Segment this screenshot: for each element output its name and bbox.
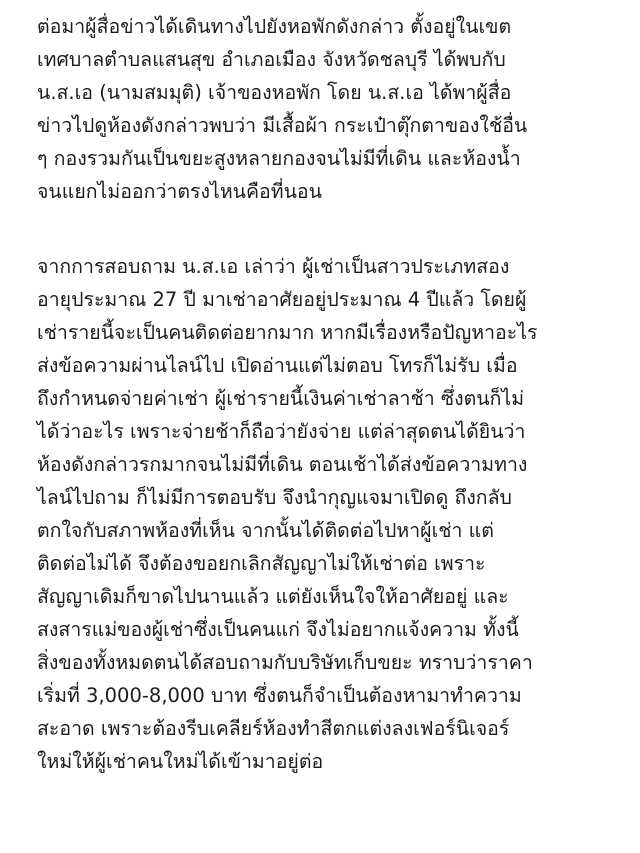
paragraph-line: ติดต่อไม่ได้ จึงต้องขอยกเลิกสัญญาไม่ให้เช่าต่อ เพราะ bbox=[37, 552, 486, 575]
paragraph-spacer bbox=[37, 208, 627, 250]
paragraph-line: ตกใจกับสภาพห้องที่เห็น จากนั้นได้ติดต่อไปหาผู้เช่า แต่ bbox=[37, 519, 494, 542]
paragraph-line: สัญญาเดิมก็ขาดไปนานแล้ว แต่ยังเห็นใจให้อาศัยอยู่ และ bbox=[37, 585, 509, 608]
paragraph-line: ข่าวไปดูห้องดังกล่าวพบว่า มีเสื้อผ้า กระเป๋าตุ๊กตาของใช้อื่น bbox=[37, 114, 528, 137]
paragraph-line: อายุประมาณ 27 ปี มาเช่าอาศัยอยู่ประมาณ 4 ปีแล้ว โดยผู้ bbox=[37, 288, 527, 311]
paragraph-line: ๆ กองรวมกันเป็นขยะสูงหลายกองจนไม่มีที่เดิน และห้องน้ำ bbox=[37, 147, 521, 170]
paragraph-line: สิ่งของทั้งหมดตนได้สอบถามกับบริษัทเก็บขยะ ทราบว่าราคา bbox=[37, 651, 533, 674]
paragraph-2 bbox=[37, 250, 627, 778]
paragraph-line: เช่ารายนี้จะเป็นคนติดต่อยากมาก หากมีเรื่องหรือปัญหาอะไร bbox=[37, 321, 538, 344]
paragraph-line: ส่งข้อความผ่านไลน์ไป เปิดอ่านแต่ไม่ตอบ โทรก็ไม่รับ เมื่อ bbox=[37, 354, 518, 377]
paragraph-line: ไลน์ไปถาม ก็ไม่มีการตอบรับ จึงนำกุญแจมาเปิดดู ถึงกลับ bbox=[37, 486, 512, 509]
paragraph-1 bbox=[37, 10, 627, 208]
paragraph-line: ได้ว่าอะไร เพราะจ่ายช้าก็ถือว่ายังจ่าย แต่ล่าสุดตนได้ยินว่า bbox=[37, 420, 526, 443]
paragraph-line: ห้องดังกล่าวรกมากจนไม่มีที่เดิน ตอนเช้าได้ส่งข้อความทาง bbox=[37, 453, 528, 476]
paragraph-line: สงสารแม่ของผู้เช่าซึ่งเป็นคนแก่ จึงไม่อยากแจ้งความ ทั้งนี้ bbox=[37, 618, 519, 641]
paragraph-line: จากการสอบถาม น.ส.เอ เล่าว่า ผู้เช่าเป็นสาวประเภทสอง bbox=[37, 255, 510, 278]
paragraph-line: เริ่มที่ 3,000-8,000 บาท ซึ่งตนก็จำเป็นต้องหามาทำความ bbox=[37, 684, 522, 707]
paragraph-line: สะอาด เพราะต้องรีบเคลียร์ห้องทำสีตกแต่งลงเฟอร์นิเจอร์ bbox=[37, 717, 510, 740]
article-body bbox=[37, 10, 627, 778]
paragraph-line: ถึงกำหนดจ่ายค่าเช่า ผู้เช่ารายนี้เงินค่าเช่าลาช้า ซึ่งตนก็ไม่ bbox=[37, 387, 525, 410]
paragraph-line: ใหม่ให้ผู้เช่าคนใหม่ได้เข้ามาอยู่ต่อ bbox=[37, 750, 324, 773]
paragraph-line: น.ส.เอ (นามสมมุติ) เจ้าของหอพัก โดย น.ส.เอ ได้พาผู้สื่อ bbox=[37, 81, 512, 104]
paragraph-line: เทศบาลตำบลแสนสุข อำเภอเมือง จังหวัดชลบุรี ได้พบกับ bbox=[37, 48, 506, 71]
paragraph-line: จนแยกไม่ออกว่าตรงไหนคือที่นอน bbox=[37, 180, 322, 203]
paragraph-line: ต่อมาผู้สื่อข่าวได้เดินทางไปยังหอพักดังกล่าว ตั้งอยู่ในเขต bbox=[37, 15, 512, 38]
